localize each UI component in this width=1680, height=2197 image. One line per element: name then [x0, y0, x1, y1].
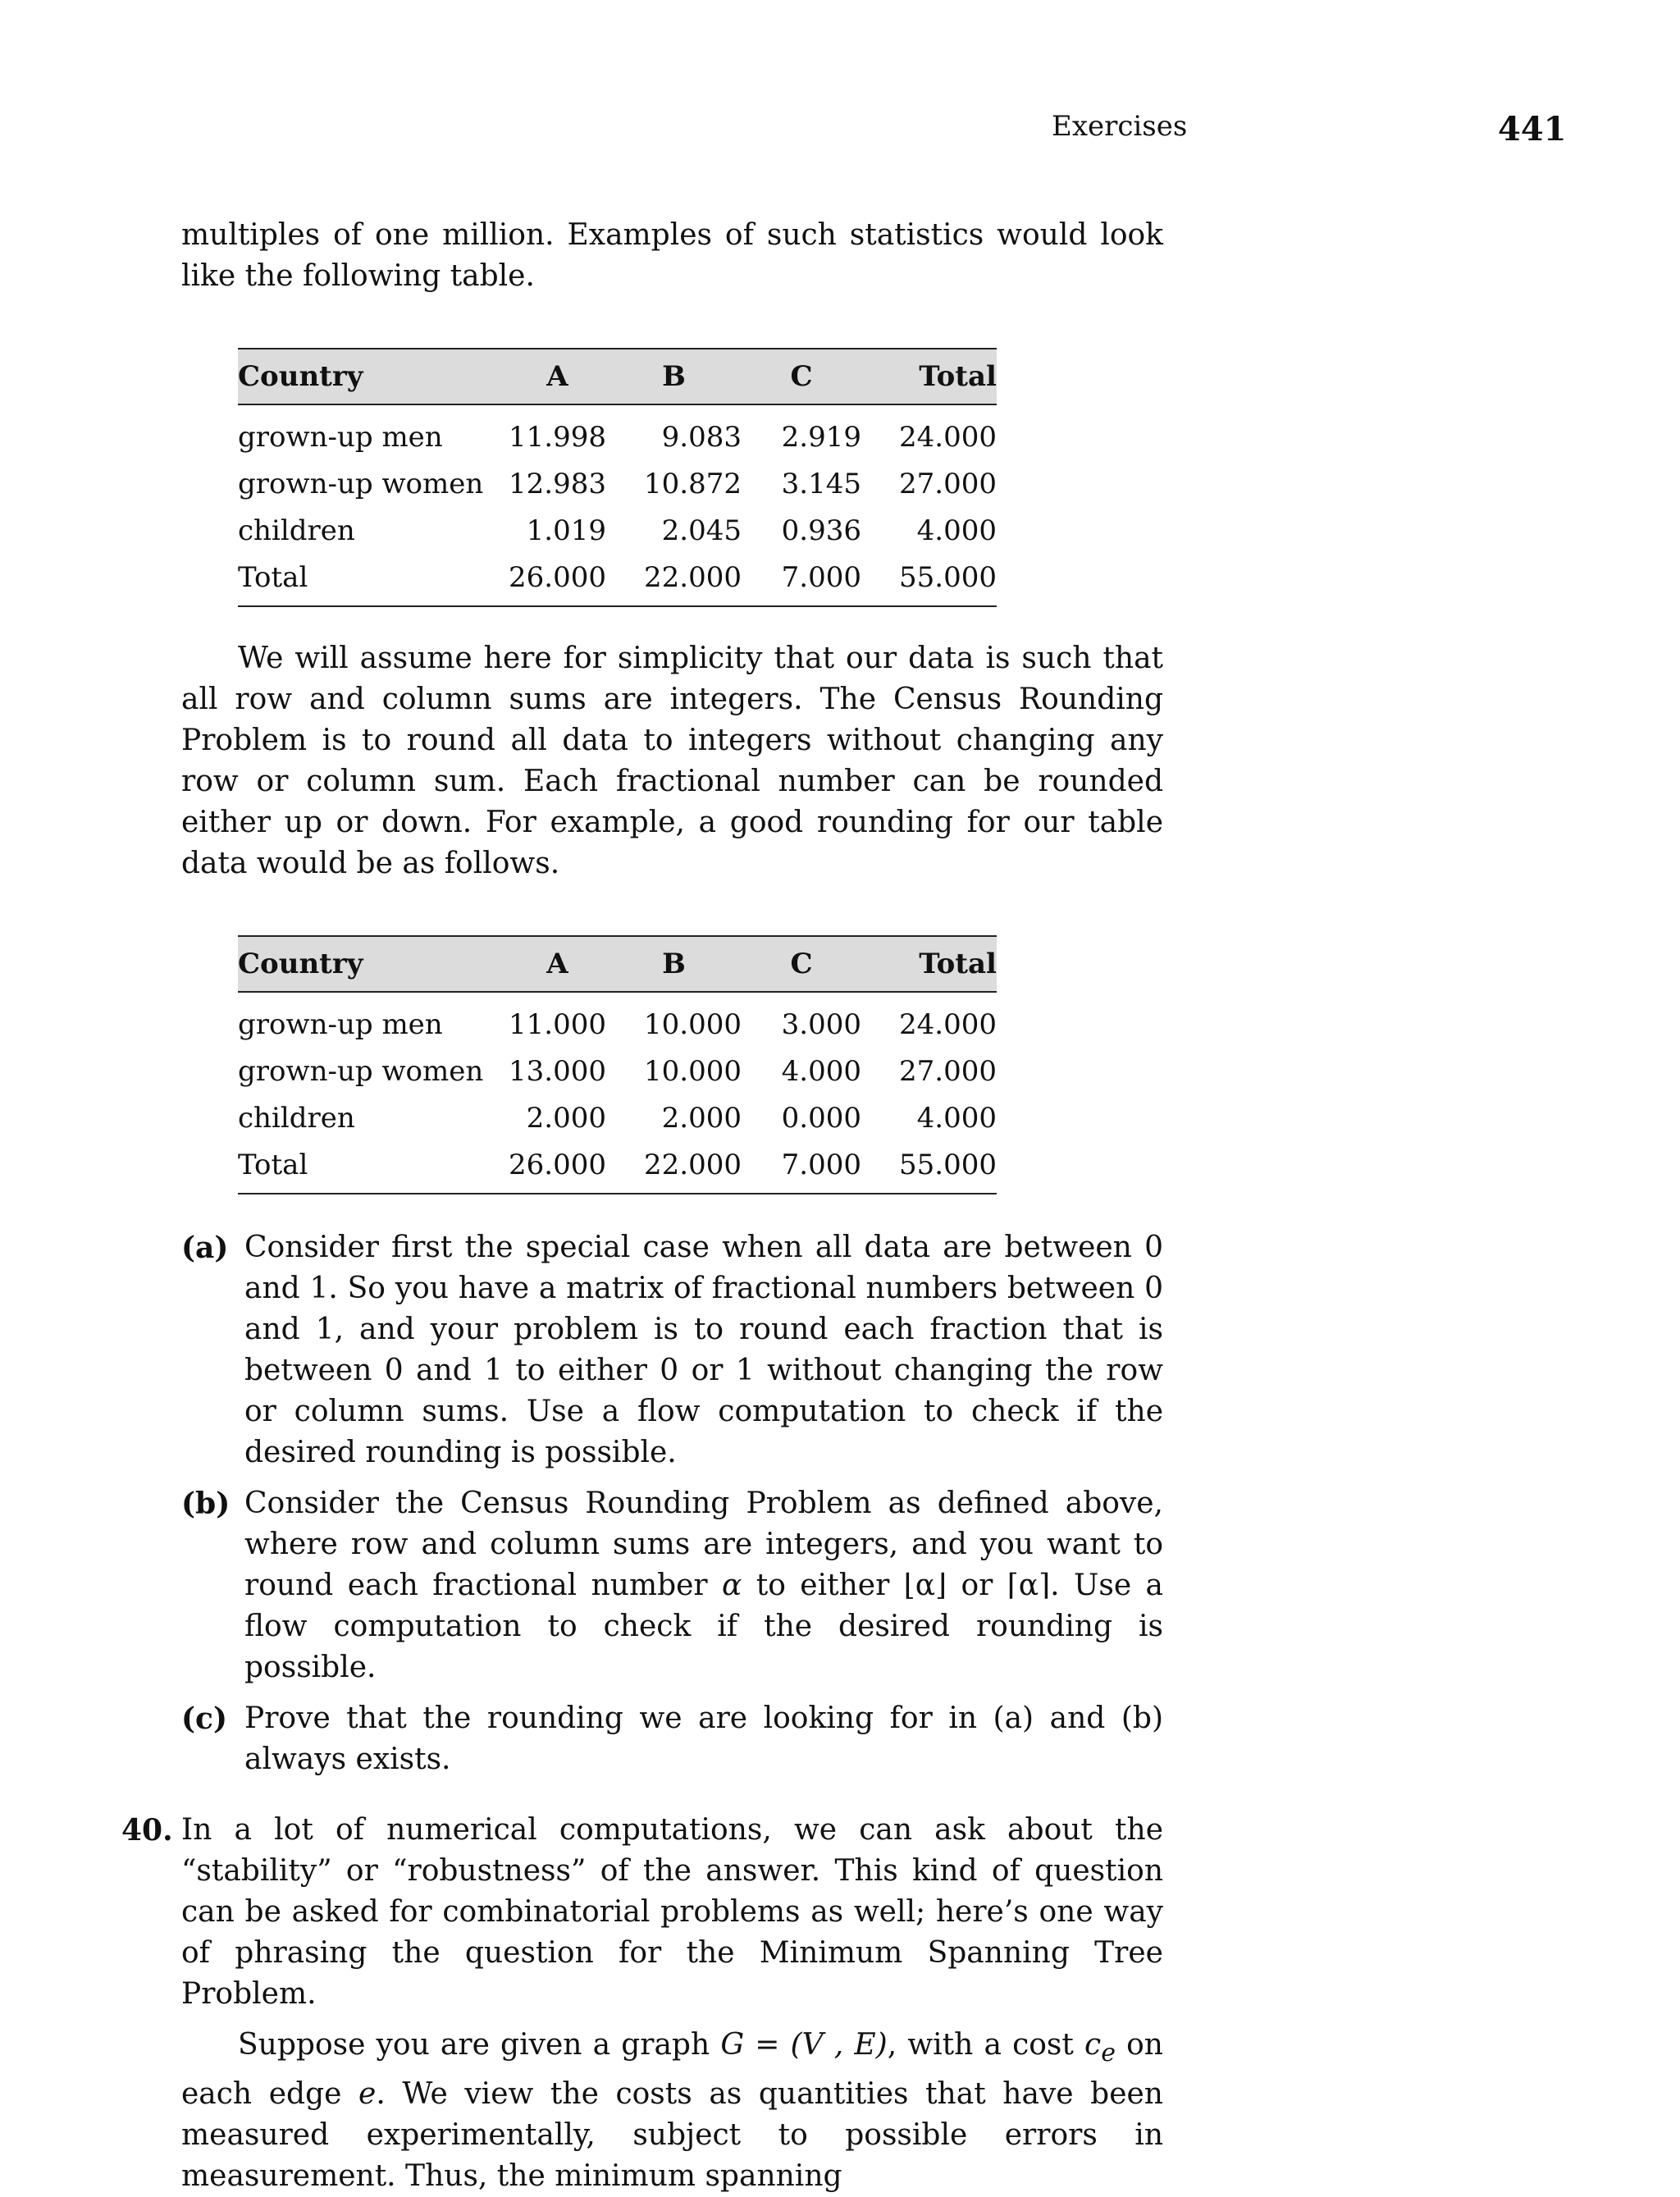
cell-c: 7.000 [781, 1148, 861, 1181]
part-text: Consider first the special case when all data are between 0 and 1. So you have a matrix of fractional numbers between 0 and 1, and your problem is to round each fraction that is between 0 and 1 to either 0 or 1 without changing the row or column sums. Use a flow computation to check if the desired rounding is possible. [244, 1231, 1163, 1469]
cell-label: grown-up men [238, 420, 443, 454]
cell-c: 0.000 [781, 1101, 861, 1135]
cell-c: 2.919 [781, 420, 861, 454]
floor-expression: ⌊α⌋ [903, 1569, 947, 1602]
part-label: (b) [181, 1487, 231, 1521]
cell-b: 10.000 [644, 1054, 742, 1088]
edge-symbol: e [358, 2077, 377, 2112]
cell-label: Total [238, 1148, 308, 1181]
cost-symbol: c [1084, 2028, 1102, 2062]
cell-total: 55.000 [899, 560, 997, 594]
part-label: (c) [181, 1701, 227, 1736]
table-row [238, 992, 997, 1048]
table-row [238, 554, 997, 606]
cell-c: 4.000 [781, 1054, 861, 1088]
cell-label: Total [238, 560, 308, 594]
exercise-parts [181, 1227, 1163, 1780]
cell-label: grown-up women [238, 1054, 484, 1088]
cell-b: 2.000 [661, 1101, 742, 1135]
cell-b: 10.000 [644, 1007, 742, 1041]
cost-subscript: e [1101, 2039, 1116, 2068]
cell-a: 26.000 [509, 1148, 606, 1181]
cell-label: children [238, 1101, 355, 1135]
header-a: A [509, 349, 606, 404]
census-paragraph: We will assume here for simplicity that our data is such that all row and column sums are integers. The Census Rounding Problem is to round all data to integers without changing any row or column sum. Each fractional number can be rounded either up or down. For example, a good rounding for our table data would be as follows. [181, 642, 1163, 880]
cell-total: 55.000 [899, 1148, 997, 1181]
table-header-row [238, 349, 997, 404]
header-country: Country [238, 349, 509, 404]
part-b [181, 1483, 1163, 1688]
header-b: B [606, 936, 742, 992]
exercise-40 [121, 1810, 1163, 2197]
cell-a: 26.000 [509, 560, 606, 594]
table-row [238, 460, 997, 507]
cell-c: 0.936 [781, 514, 861, 547]
population-table [238, 348, 997, 607]
cell-total: 27.000 [899, 1054, 997, 1088]
cell-b: 22.000 [644, 560, 742, 594]
cell-total: 24.000 [899, 1007, 997, 1041]
table-header-row [238, 936, 997, 992]
rounded-table [238, 935, 997, 1194]
table-row [238, 404, 997, 460]
cell-c: 7.000 [781, 560, 861, 594]
header-total: Total [861, 349, 997, 404]
cell-a: 11.000 [509, 1007, 606, 1041]
page-body [121, 215, 1163, 2197]
header-c: C [742, 936, 861, 992]
cell-label: grown-up women [238, 467, 484, 500]
header-c: C [742, 349, 861, 404]
exercise-40-paragraph-2: Suppose you are given a graph G = (V , E), with a cost $c_e$ on each edge e. We view the costs as quantities that have been measured experimentally, subject to possible errors in measurement. Thus, the minimum spanning [181, 2028, 1163, 2194]
cell-total: 27.000 [899, 467, 997, 500]
alpha-symbol: α [722, 1569, 742, 1602]
header-total: Total [861, 936, 997, 992]
cell-b: 10.872 [644, 467, 742, 500]
part-text: Consider the Census Rounding Problem as defined above, where row and column sums are integers, and you want to round each fractional number α to either ⌊α⌋ or ⌈α⌉. Use a flow computation to check if the desired rounding is possible. [244, 1487, 1163, 1684]
page-number: 441 [1498, 110, 1567, 148]
header-country: Country [238, 936, 509, 992]
cell-total: 24.000 [899, 420, 997, 454]
header-b: B [606, 349, 742, 404]
cell-label: grown-up men [238, 1007, 443, 1041]
intro-paragraph: multiples of one million. Examples of such statistics would look like the following table. [181, 218, 1163, 293]
header-a: A [509, 936, 606, 992]
cell-b: 22.000 [644, 1148, 742, 1181]
cell-b: 2.045 [661, 514, 742, 547]
table-row [238, 1048, 997, 1094]
cell-a: 1.019 [526, 514, 606, 547]
cell-total: 4.000 [916, 514, 997, 547]
part-label: (a) [181, 1231, 229, 1265]
cell-total: 4.000 [916, 1101, 997, 1135]
part-a [181, 1227, 1163, 1473]
cell-a: 12.983 [509, 467, 606, 500]
cell-c: 3.000 [781, 1007, 861, 1041]
table-row [238, 1094, 997, 1141]
cell-b: 9.083 [661, 420, 742, 454]
running-title: Exercises [1052, 110, 1188, 143]
exercise-number: 40. [121, 1813, 173, 1848]
cell-label: children [238, 514, 355, 547]
cell-a: 13.000 [509, 1054, 606, 1088]
part-text: Prove that the rounding we are looking for in (a) and (b) always exists. [244, 1701, 1163, 1776]
cell-a: 11.998 [509, 420, 606, 454]
cell-a: 2.000 [526, 1101, 606, 1135]
cell-c: 3.145 [781, 467, 861, 500]
ceil-expression: ⌈α⌉ [1007, 1569, 1051, 1602]
table-row [238, 1141, 997, 1194]
part-c [181, 1698, 1163, 1780]
table-row [238, 507, 997, 554]
graph-expression: G = (V , E) [720, 2028, 888, 2062]
exercise-40-paragraph-1: In a lot of numerical computations, we can ask about the “stability” or “robustness” of the answer. This kind of question can be asked for combinatorial problems as well; here’s one way of phrasing the question for the Minimum Spanning Tree Problem. [181, 1813, 1163, 2011]
